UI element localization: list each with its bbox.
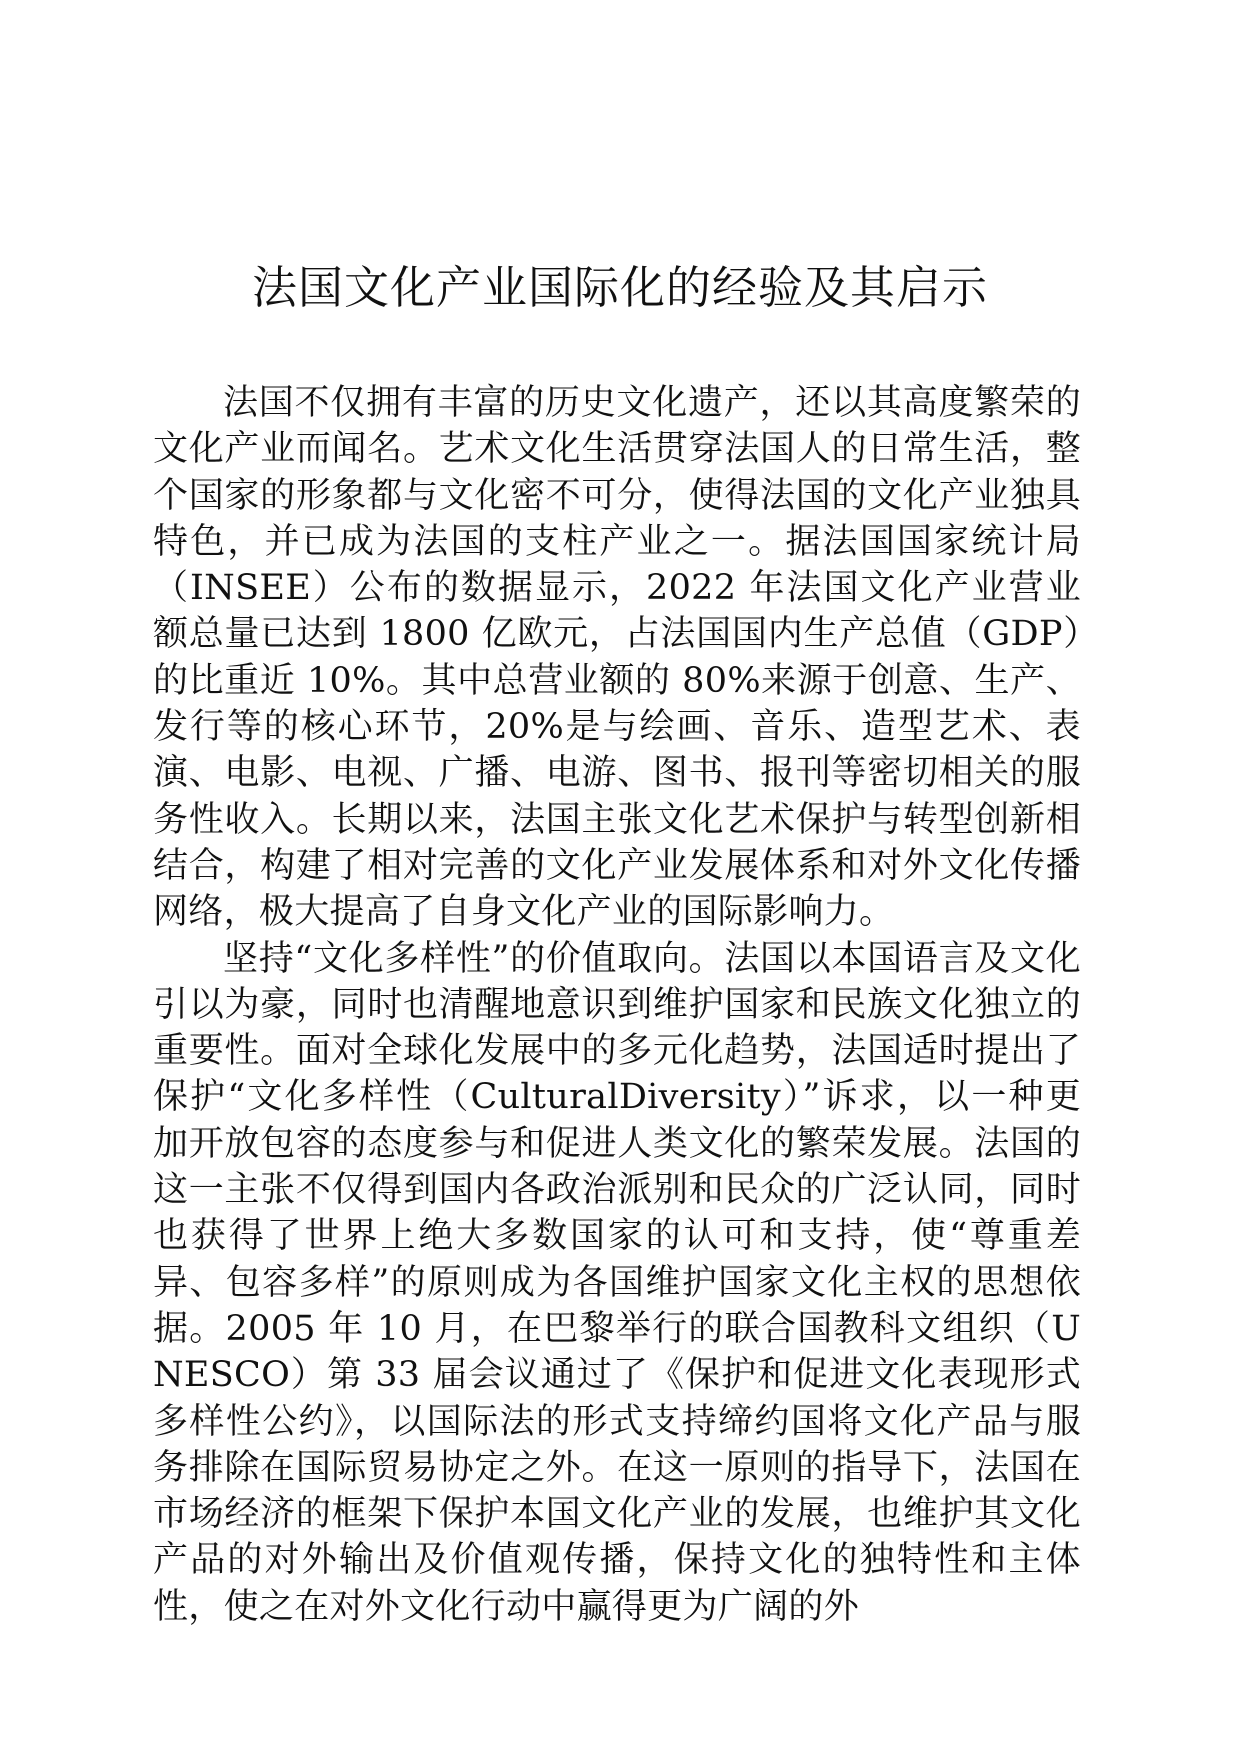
paragraph-intro: 法国不仅拥有丰富的历史文化遗产，还以其高度繁荣的文化产业而闻名。艺术文化生活贯穿法国人的日常生活，整个国家的形象都与文化密不可分，使得法国的文化产业独具特色，并已成为法国的支柱产业之一。据法国国家统计局（INSEE）公布的数据显示，2022 年法国文化产业营业额总量已达到 1800 亿欧元，占法国国内生产总值（GDP）的比重近 10%。其中总营业额的 80%来源于创意、生产、发行等的核心环节，20%是与绘画、音乐、造型艺术、表演、电影、电视、广播、电游、图书、报刊等密切相关的服务性收入。长期以来，法国主张文化艺术保护与转型创新相结合，构建了相对完善的文化产业发展体系和对外文化传播网络，极大提高了自身文化产业的国际影响力。: [153, 383, 1081, 933]
paragraph-cultural-diversity: 坚持“文化多样性”的价值取向。法国以本国语言及文化引以为豪，同时也清醒地意识到维护国家和民族文化独立的重要性。面对全球化发展中的多元化趋势，法国适时提出了保护“文化多样性（CulturalDiversity）”诉求，以一种更加开放包容的态度参与和促进人类文化的繁荣发展。法国的这一主张不仅得到国内各政治派别和民众的广泛认同，同时也获得了世界上绝大多数国家的认可和支持，使“尊重差异、包容多样”的原则成为各国维护国家文化主权的思想依据。2005 年 10 月，在巴黎举行的联合国教科文组织（UNESCO）第 33 届会议通过了《保护和促进文化表现形式多样性公约》，以国际法的形式支持缔约国将文化产品与服务排除在国际贸易协定之外。在这一原则的指导下，法国在市场经济的框架下保护本国文化产业的发展，也维护其文化产品的对外输出及价值观传播，保持文化的独特性和主体性，使之在对外文化行动中赢得更为广阔的外: [153, 938, 1081, 1627]
document-title: 法国文化产业国际化的经验及其启示: [251, 261, 988, 314]
document-body: [153, 380, 1081, 1630]
